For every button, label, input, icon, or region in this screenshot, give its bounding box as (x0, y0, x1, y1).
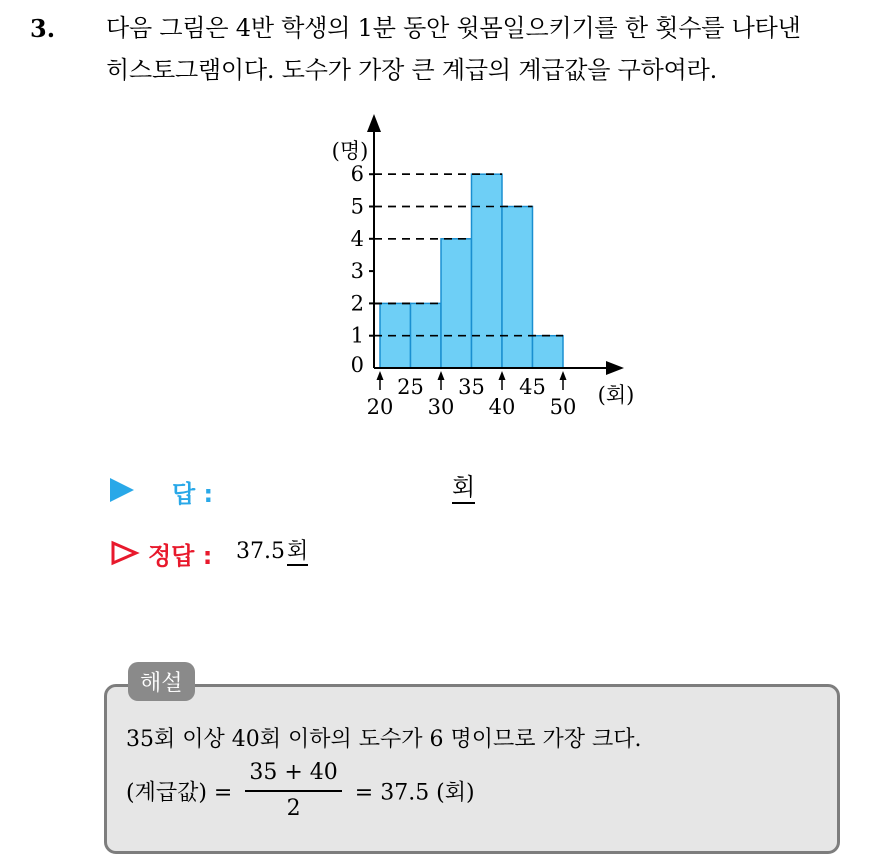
y-tick-label: 1 (350, 323, 364, 348)
correct-unit: 회 (286, 539, 309, 564)
correct-answer (236, 536, 308, 568)
formula-right: = 37.5 (회) (354, 780, 475, 806)
formula-fraction (245, 756, 341, 826)
y-tick-label: 4 (350, 226, 364, 251)
histogram-bar (533, 336, 564, 368)
fraction-denominator: 2 (286, 796, 301, 821)
explanation-tab: 해설 (128, 662, 195, 701)
explanation-formula (126, 756, 475, 826)
x-tick-arrowhead (560, 371, 567, 380)
question-text-line1: 다음 그림은 4반 학생의 1분 동안 윗몸일으키기를 한 횟수를 나타낸 (106, 14, 801, 42)
correct-label: 정답 : (148, 542, 213, 570)
x-tick-label-lower: 40 (488, 395, 516, 419)
fraction-numerator: 35 + 40 (245, 756, 341, 792)
y-tick-label: 0 (350, 353, 364, 377)
x-tick-label-upper: 25 (397, 375, 424, 399)
answer-label: 답 : (172, 480, 214, 508)
x-tick-arrowhead (499, 371, 506, 380)
histogram-chart (320, 110, 650, 430)
x-tick-label-lower: 30 (427, 395, 455, 419)
x-tick-label-upper: 45 (519, 375, 546, 399)
x-tick-arrowhead (377, 371, 384, 380)
y-tick-label: 6 (350, 162, 364, 187)
x-tick-label-lower: 50 (549, 395, 577, 419)
y-tick-label: 2 (350, 291, 364, 316)
histogram-bar (472, 174, 503, 368)
x-tick-label-upper: 35 (458, 375, 485, 399)
answer-arrow-icon (110, 478, 134, 502)
correct-value: 37.5 (236, 539, 285, 564)
y-axis-arrowhead (367, 114, 381, 132)
question-text-line2: 히스토그램이다. 도수가 가장 큰 계급의 계급값을 구하여라. (106, 56, 718, 84)
y-tick-label: 5 (350, 194, 364, 219)
x-axis-arrowhead (606, 361, 624, 375)
x-tick-label-lower: 20 (366, 395, 394, 419)
question-number: 3. (30, 14, 56, 43)
correct-arrow-icon (110, 540, 140, 566)
explanation-line1: 35회 이상 40회 이하의 도수가 6 명이므로 가장 크다. (126, 727, 642, 752)
histogram-bar (441, 239, 472, 368)
y-axis-label: (명) (331, 139, 369, 163)
answer-unit: 회 (452, 472, 475, 504)
histogram-bar (502, 207, 533, 369)
formula-left: (계급값) = (126, 780, 233, 806)
x-tick-arrowhead (438, 371, 445, 380)
x-axis-label: (회) (597, 383, 635, 407)
y-tick-label: 3 (350, 259, 364, 284)
